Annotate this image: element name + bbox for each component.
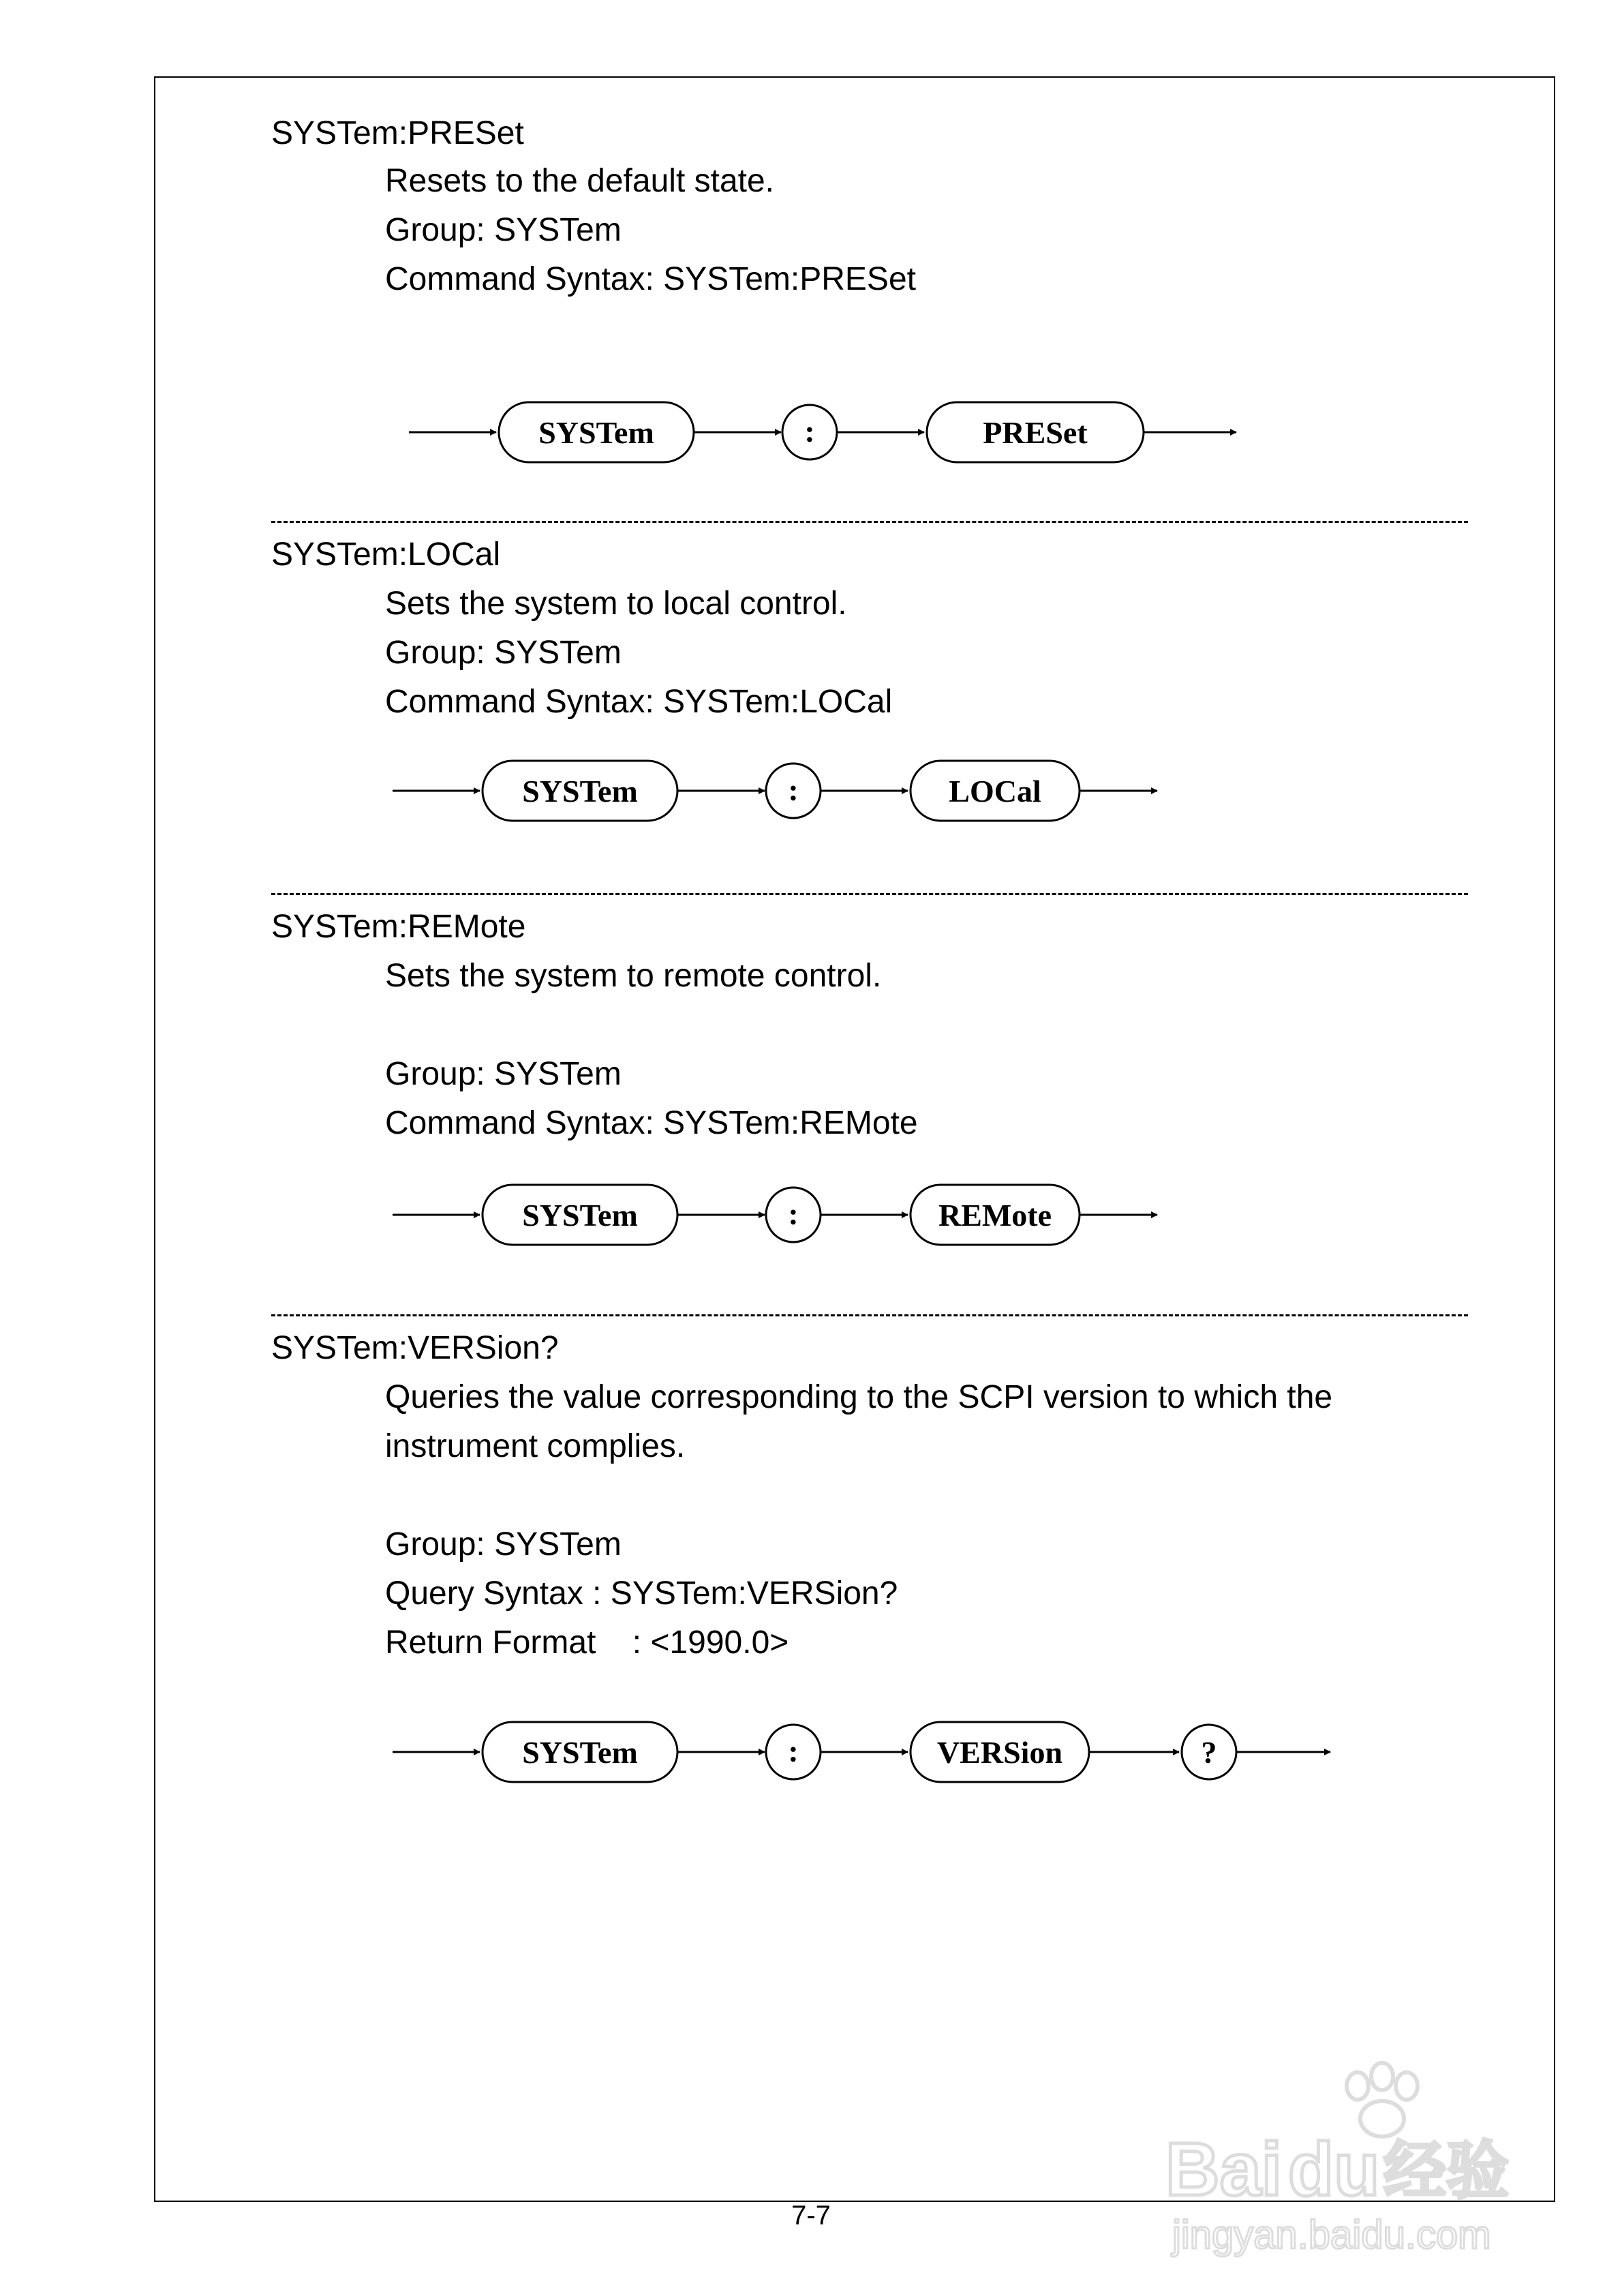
- syntax-diagram: [0, 750, 1622, 832]
- node-system: SYSTem: [538, 415, 654, 450]
- syntax-line: Query Syntax : SYSTem:VERSion?: [385, 1575, 898, 1612]
- node-system: SYSTem: [522, 1198, 638, 1233]
- description: Resets to the default state.: [385, 163, 775, 199]
- node-system: SYSTem: [522, 1735, 638, 1770]
- syntax-diagram: [0, 1711, 1622, 1793]
- node-system: SYSTem: [522, 774, 638, 809]
- section-heading: SYSTem:PRESet: [271, 115, 524, 151]
- syntax-diagram: [0, 391, 1622, 473]
- node-colon: :: [804, 414, 815, 449]
- node-colon: :: [788, 772, 799, 807]
- description: Queries the value corresponding to the SCPI version to which the: [385, 1379, 1333, 1415]
- syntax-line: Command Syntax: SYSTem:REMote: [385, 1105, 918, 1141]
- description: Sets the system to local control.: [385, 586, 847, 622]
- svg-text:du: du: [1288, 2128, 1380, 2211]
- node-question: ?: [1201, 1735, 1217, 1770]
- section-divider: [271, 893, 1468, 895]
- svg-text:Bai: Bai: [1165, 2128, 1283, 2211]
- section-heading: SYSTem:REMote: [271, 909, 526, 945]
- syntax-line: Command Syntax: SYSTem:LOCal: [385, 684, 893, 720]
- syntax-line: Command Syntax: SYSTem:PRESet: [385, 261, 916, 297]
- node-version: VERSion: [936, 1735, 1063, 1770]
- node-remote: REMote: [938, 1198, 1052, 1233]
- group-line: Group: SYSTem: [385, 635, 622, 671]
- syntax-diagram: [0, 1174, 1622, 1256]
- return-format-line: Return Format : <1990.0>: [385, 1625, 789, 1661]
- node-local: LOCal: [949, 774, 1041, 809]
- section-heading: SYSTem:VERSion?: [271, 1330, 559, 1366]
- group-line: Group: SYSTem: [385, 1056, 622, 1092]
- node-colon: :: [788, 1734, 799, 1768]
- node-colon: :: [788, 1196, 799, 1231]
- node-preset: PRESet: [983, 415, 1088, 450]
- description: Sets the system to remote control.: [385, 958, 882, 994]
- svg-text:经验: 经验: [1383, 2134, 1510, 2207]
- section-divider: [271, 1314, 1468, 1316]
- baidu-watermark-logo: [1159, 2059, 1540, 2263]
- group-line: Group: SYSTem: [385, 212, 622, 248]
- section-divider: [271, 521, 1468, 523]
- description: instrument complies.: [385, 1428, 686, 1464]
- svg-text:jingyan.baidu.com: jingyan.baidu.com: [1172, 2213, 1491, 2257]
- group-line: Group: SYSTem: [385, 1526, 622, 1562]
- section-heading: SYSTem:LOCal: [271, 537, 501, 573]
- page-number: 7-7: [791, 2201, 831, 2231]
